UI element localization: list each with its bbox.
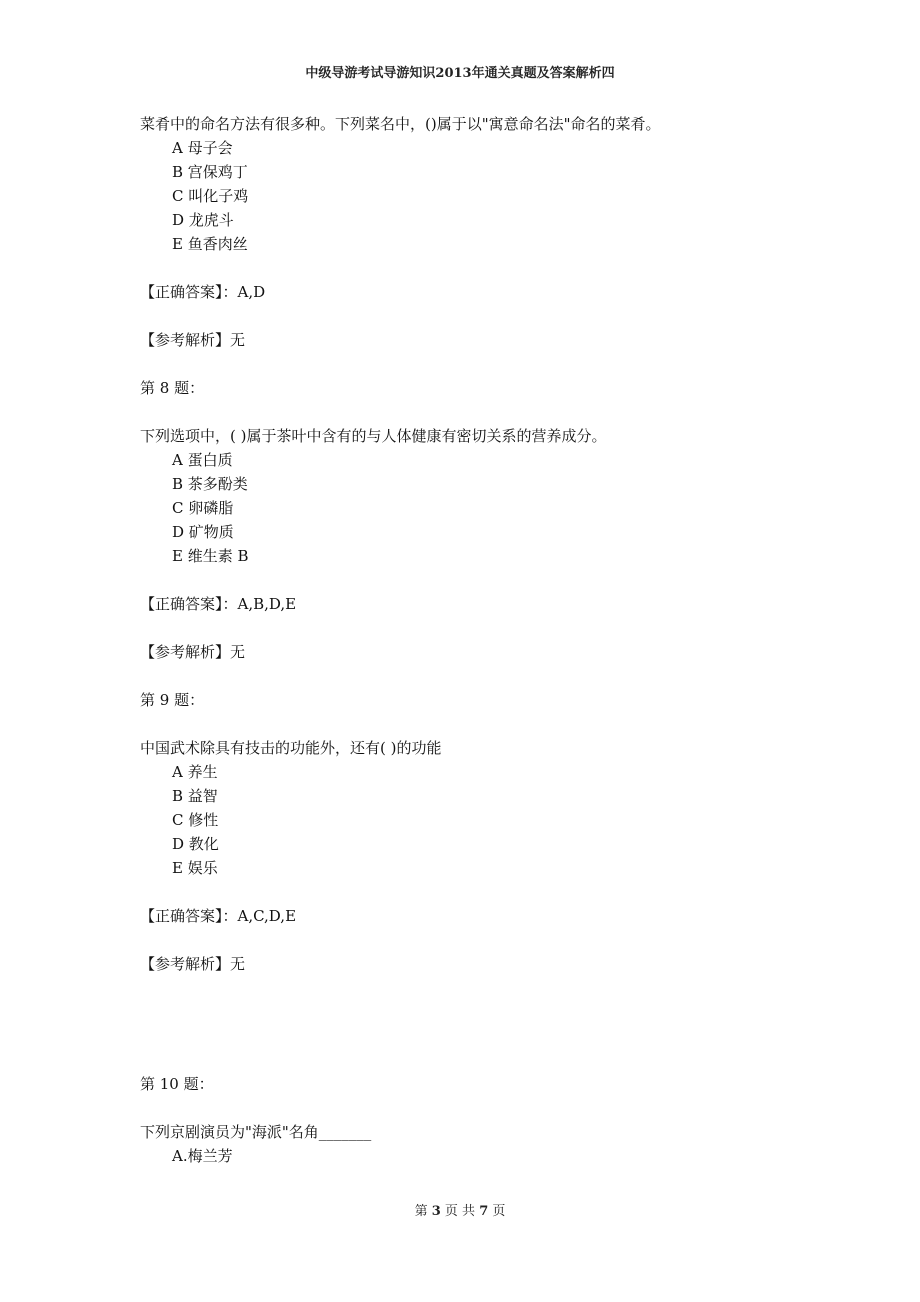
footer-suffix: 页 bbox=[492, 1204, 506, 1219]
reference-analysis: 【参考解析】无 bbox=[140, 643, 246, 661]
page-total: 7 bbox=[479, 1204, 489, 1219]
question-10 bbox=[140, 1072, 800, 1168]
footer-middle: 页 共 bbox=[444, 1204, 476, 1219]
question-stem: 中国武术除具有技击的功能外，还有( )的功能 bbox=[140, 739, 442, 757]
footer-prefix: 第 bbox=[414, 1204, 428, 1219]
question-heading: 第 10 题： bbox=[140, 1075, 214, 1093]
page-footer bbox=[0, 1200, 920, 1219]
option-b: B 茶多酚类 bbox=[172, 475, 248, 493]
option-e: E 维生素 B bbox=[172, 547, 249, 565]
page-content bbox=[140, 112, 800, 1168]
question-8 bbox=[140, 376, 800, 688]
correct-answer: 【正确答案】：A,C,D,E bbox=[140, 907, 297, 925]
option-c: C 叫化子鸡 bbox=[172, 187, 249, 205]
correct-answer: 【正确答案】：A,D bbox=[140, 283, 266, 301]
option-a: A.梅兰芳 bbox=[172, 1147, 233, 1165]
reference-analysis: 【参考解析】无 bbox=[140, 955, 246, 973]
option-a: A 蛋白质 bbox=[172, 451, 233, 469]
option-e: E 娱乐 bbox=[172, 859, 218, 877]
option-d: D 教化 bbox=[172, 835, 219, 853]
option-d: D 矿物质 bbox=[172, 523, 234, 541]
option-b: B 宫保鸡丁 bbox=[172, 163, 248, 181]
option-c: C 修性 bbox=[172, 811, 219, 829]
question-heading: 第 8 题： bbox=[140, 379, 205, 397]
question-heading: 第 9 题： bbox=[140, 691, 205, 709]
option-e: E 鱼香肉丝 bbox=[172, 235, 248, 253]
option-b: B 益智 bbox=[172, 787, 218, 805]
option-c: C 卵磷脂 bbox=[172, 499, 234, 517]
option-a: A 母子会 bbox=[172, 139, 233, 157]
question-9 bbox=[140, 688, 800, 1072]
question-7 bbox=[140, 112, 800, 376]
question-stem: 下列选项中，( )属于茶叶中含有的与人体健康有密切关系的营养成分。 bbox=[140, 427, 607, 445]
page-header: 中级导游考试导游知识2013年通关真题及答案解析四 bbox=[305, 66, 615, 81]
question-stem: 菜肴中的命名方法有很多种。下列菜名中，()属于以"寓意命名法"命名的菜肴。 bbox=[140, 115, 661, 133]
option-a: A 养生 bbox=[172, 763, 218, 781]
option-d: D 龙虎斗 bbox=[172, 211, 234, 229]
page-number: 3 bbox=[431, 1204, 441, 1219]
reference-analysis: 【参考解析】无 bbox=[140, 331, 246, 349]
question-stem: 下列京剧演员为"海派"名角_______ bbox=[140, 1123, 372, 1141]
correct-answer: 【正确答案】：A,B,D,E bbox=[140, 595, 297, 613]
